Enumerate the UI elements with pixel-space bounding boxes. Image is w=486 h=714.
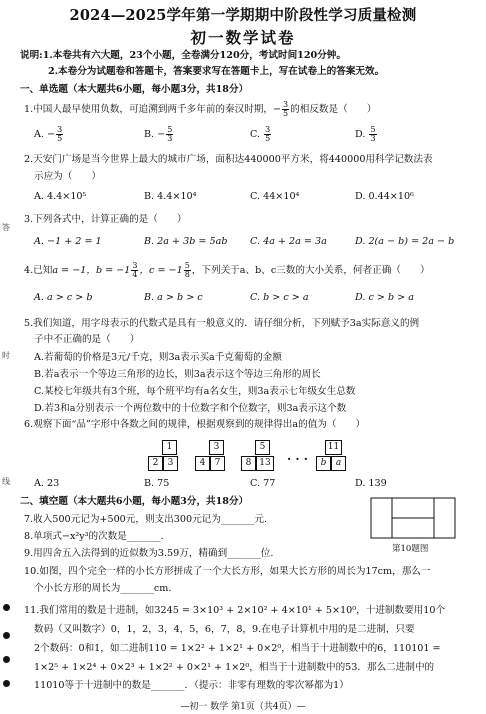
q5-option-d: D.若3和a分别表示一个两位数中的十位数字和个位数字，则3a表示这个数 [34, 403, 347, 414]
section-heading-2: 二、填空题（本大题共6小题，每小题3分，共18分） [20, 496, 249, 507]
q2-stem-2: 示应为（ ） [34, 171, 102, 182]
q5-stem-2: 子中不正确的是（ ） [34, 334, 140, 345]
exam-title: 2024—2025学年第一学期期中阶段性学习质量检测 [69, 7, 417, 24]
q2-option-b: B. 4.4×10⁴ [144, 191, 197, 202]
q6-option-b: B. 75 [144, 478, 170, 489]
q1-stem: 1.中国人最早使用负数，可追溯到两千多年前的秦汉时期， [24, 104, 273, 115]
question-1: 1.中国人最早使用负数，可追溯到两千多年前的秦汉时期，− $\frac{3}{5}$ 的相反数是（ ） [24, 100, 377, 118]
ellipsis: · · · [287, 452, 308, 466]
q8-text: 8.单项式−x²y³的次数是_______. [24, 531, 164, 542]
binding-hole [3, 680, 10, 687]
binding-hole [3, 656, 10, 663]
q10-caption: 第10题图 [392, 544, 429, 554]
q1-option-c: C. $\frac{3}{5}$ [250, 125, 271, 143]
q4-option-c: C. b > c > a [250, 292, 309, 303]
q1-option-a: A. − $\frac{3}{5}$ [34, 125, 63, 143]
q2-stem: 2.天安门广场是当今世界上最大的城市广场，面积达440000平方米，将440000用科学记数法表 [24, 154, 433, 165]
binding-hole [3, 632, 10, 639]
q3-stem: 3.下列各式中，计算正确的是（ ） [24, 214, 187, 225]
q6-option-c: C. 77 [250, 478, 276, 489]
q2-option-c: C. 44×10⁴ [250, 191, 300, 202]
q10-figure [370, 497, 456, 539]
q11-line-5: 11010等于十进制中的数是_______．（提示：非零有理数的零次幂都为1） [34, 680, 349, 691]
q2-option-a: A. 4.4×10⁵ [34, 191, 87, 202]
q4-option-d: D. c > b > a [355, 292, 414, 303]
q3-option-c: C. 4a + 2a = 3a [250, 236, 327, 247]
q7-text: 7.收入500元记为+500元，则支出300元记为_______元. [24, 514, 268, 525]
q4-option-a: A. a > c > b [34, 292, 93, 303]
q10-text: 10.如图，四个完全一样的小长方形拼成了一个大长方形，如果大长方形的周长为17cm，那么一 [24, 566, 431, 577]
section-heading: 一、单选题（本大题共6小题，每小题3分，共18分） [20, 84, 249, 95]
q4-option-b: B. a > b > c [144, 292, 203, 303]
q5-option-b: B.若a表示一个等边三角形的边长，则3a表示这个等边三角形的周长 [34, 369, 321, 380]
q2-option-d: D. 0.44×10⁶ [355, 191, 414, 202]
q5-stem: 5.我们知道，用字母表示的代数式是具有一般意义的．请仔细分析，下列赋予3a实际意义的例 [24, 318, 420, 329]
fraction: $\frac{3}{5}$ [283, 100, 289, 118]
q3-option-b: B. 2a + 3b = 5ab [144, 236, 228, 247]
q11-line-1: 11.我们常用的数是十进制，如3245 = 3×10³ + 2×10² + 4×10¹ + 5×10⁰，十进制数要用10个 [24, 605, 446, 616]
q5-option-a: A.若葡萄的价格是3元/千克，则3a表示买a千克葡萄的金额 [34, 352, 282, 363]
q11-line-4: 1×2⁵ + 1×2⁴ + 0×2³ + 1×2² + 0×2¹ + 1×2⁰，相当于十进制数中的53．那么二进制中的 [34, 662, 435, 673]
q3-option-d: D. 2(a − b) = 2a − b [355, 236, 455, 247]
question-4: 4.已知a = −1，b = −1 $\frac{3}{4}$ ，c = −1 $\frac{5}{8}$ ，下列关于a、b、c三数的大小关系，何者正确（ ） [24, 261, 430, 279]
q6-option-d: D. 139 [355, 478, 387, 489]
binding-hole [3, 604, 10, 611]
exam-subtitle: 初一数学试卷 [190, 28, 296, 47]
q11-line-3: 2个数码：0和1，如二进制110 = 1×2² + 1×2¹ + 0×2⁰，相当于十进制数中的6，110101 = [34, 643, 441, 654]
side-label-1: 答 [2, 223, 10, 232]
note-line-2: 2.本卷分为试题卷和答题卡，答案要求写在答题卡上，写在试卷上的答案无效。 [48, 66, 385, 77]
side-label-3: 线 [2, 477, 10, 486]
page-footer: —初一 数学 第1页（共4页）— [180, 702, 306, 712]
side-label-2: 时 [2, 351, 10, 360]
note-line-1: 说明:1.本卷共有六大题，23个小题，全卷满分120分，考试时间120分钟。 [20, 50, 346, 61]
q1-option-b: B. − $\frac{5}{3}$ [144, 125, 173, 143]
q11-line-2: 数码（又叫数字）0，1，2，3，4，5，6，7，8，9.在电子计算机中用的是二进制，只要 [34, 624, 415, 635]
q1-option-d: D. $\frac{5}{3}$ [355, 125, 376, 143]
q3-option-a: A. −1 + 2 = 1 [34, 236, 102, 247]
q6-option-a: A. 23 [34, 478, 60, 489]
q9-text: 9.用四舍五入法得到的近似数为3.59万，精确到_______位. [24, 548, 274, 559]
q10-text-2: 个小长方形的周长为_______cm. [34, 583, 172, 594]
q5-option-c: C.某校七年级共有3个班，每个班平均有a名女生，则3a表示七年级女生总数 [34, 386, 356, 397]
q6-stem: 6.观察下面“品”字形中各数之间的规律，根据观察到的规律得出a的值为（ ） [24, 419, 366, 430]
